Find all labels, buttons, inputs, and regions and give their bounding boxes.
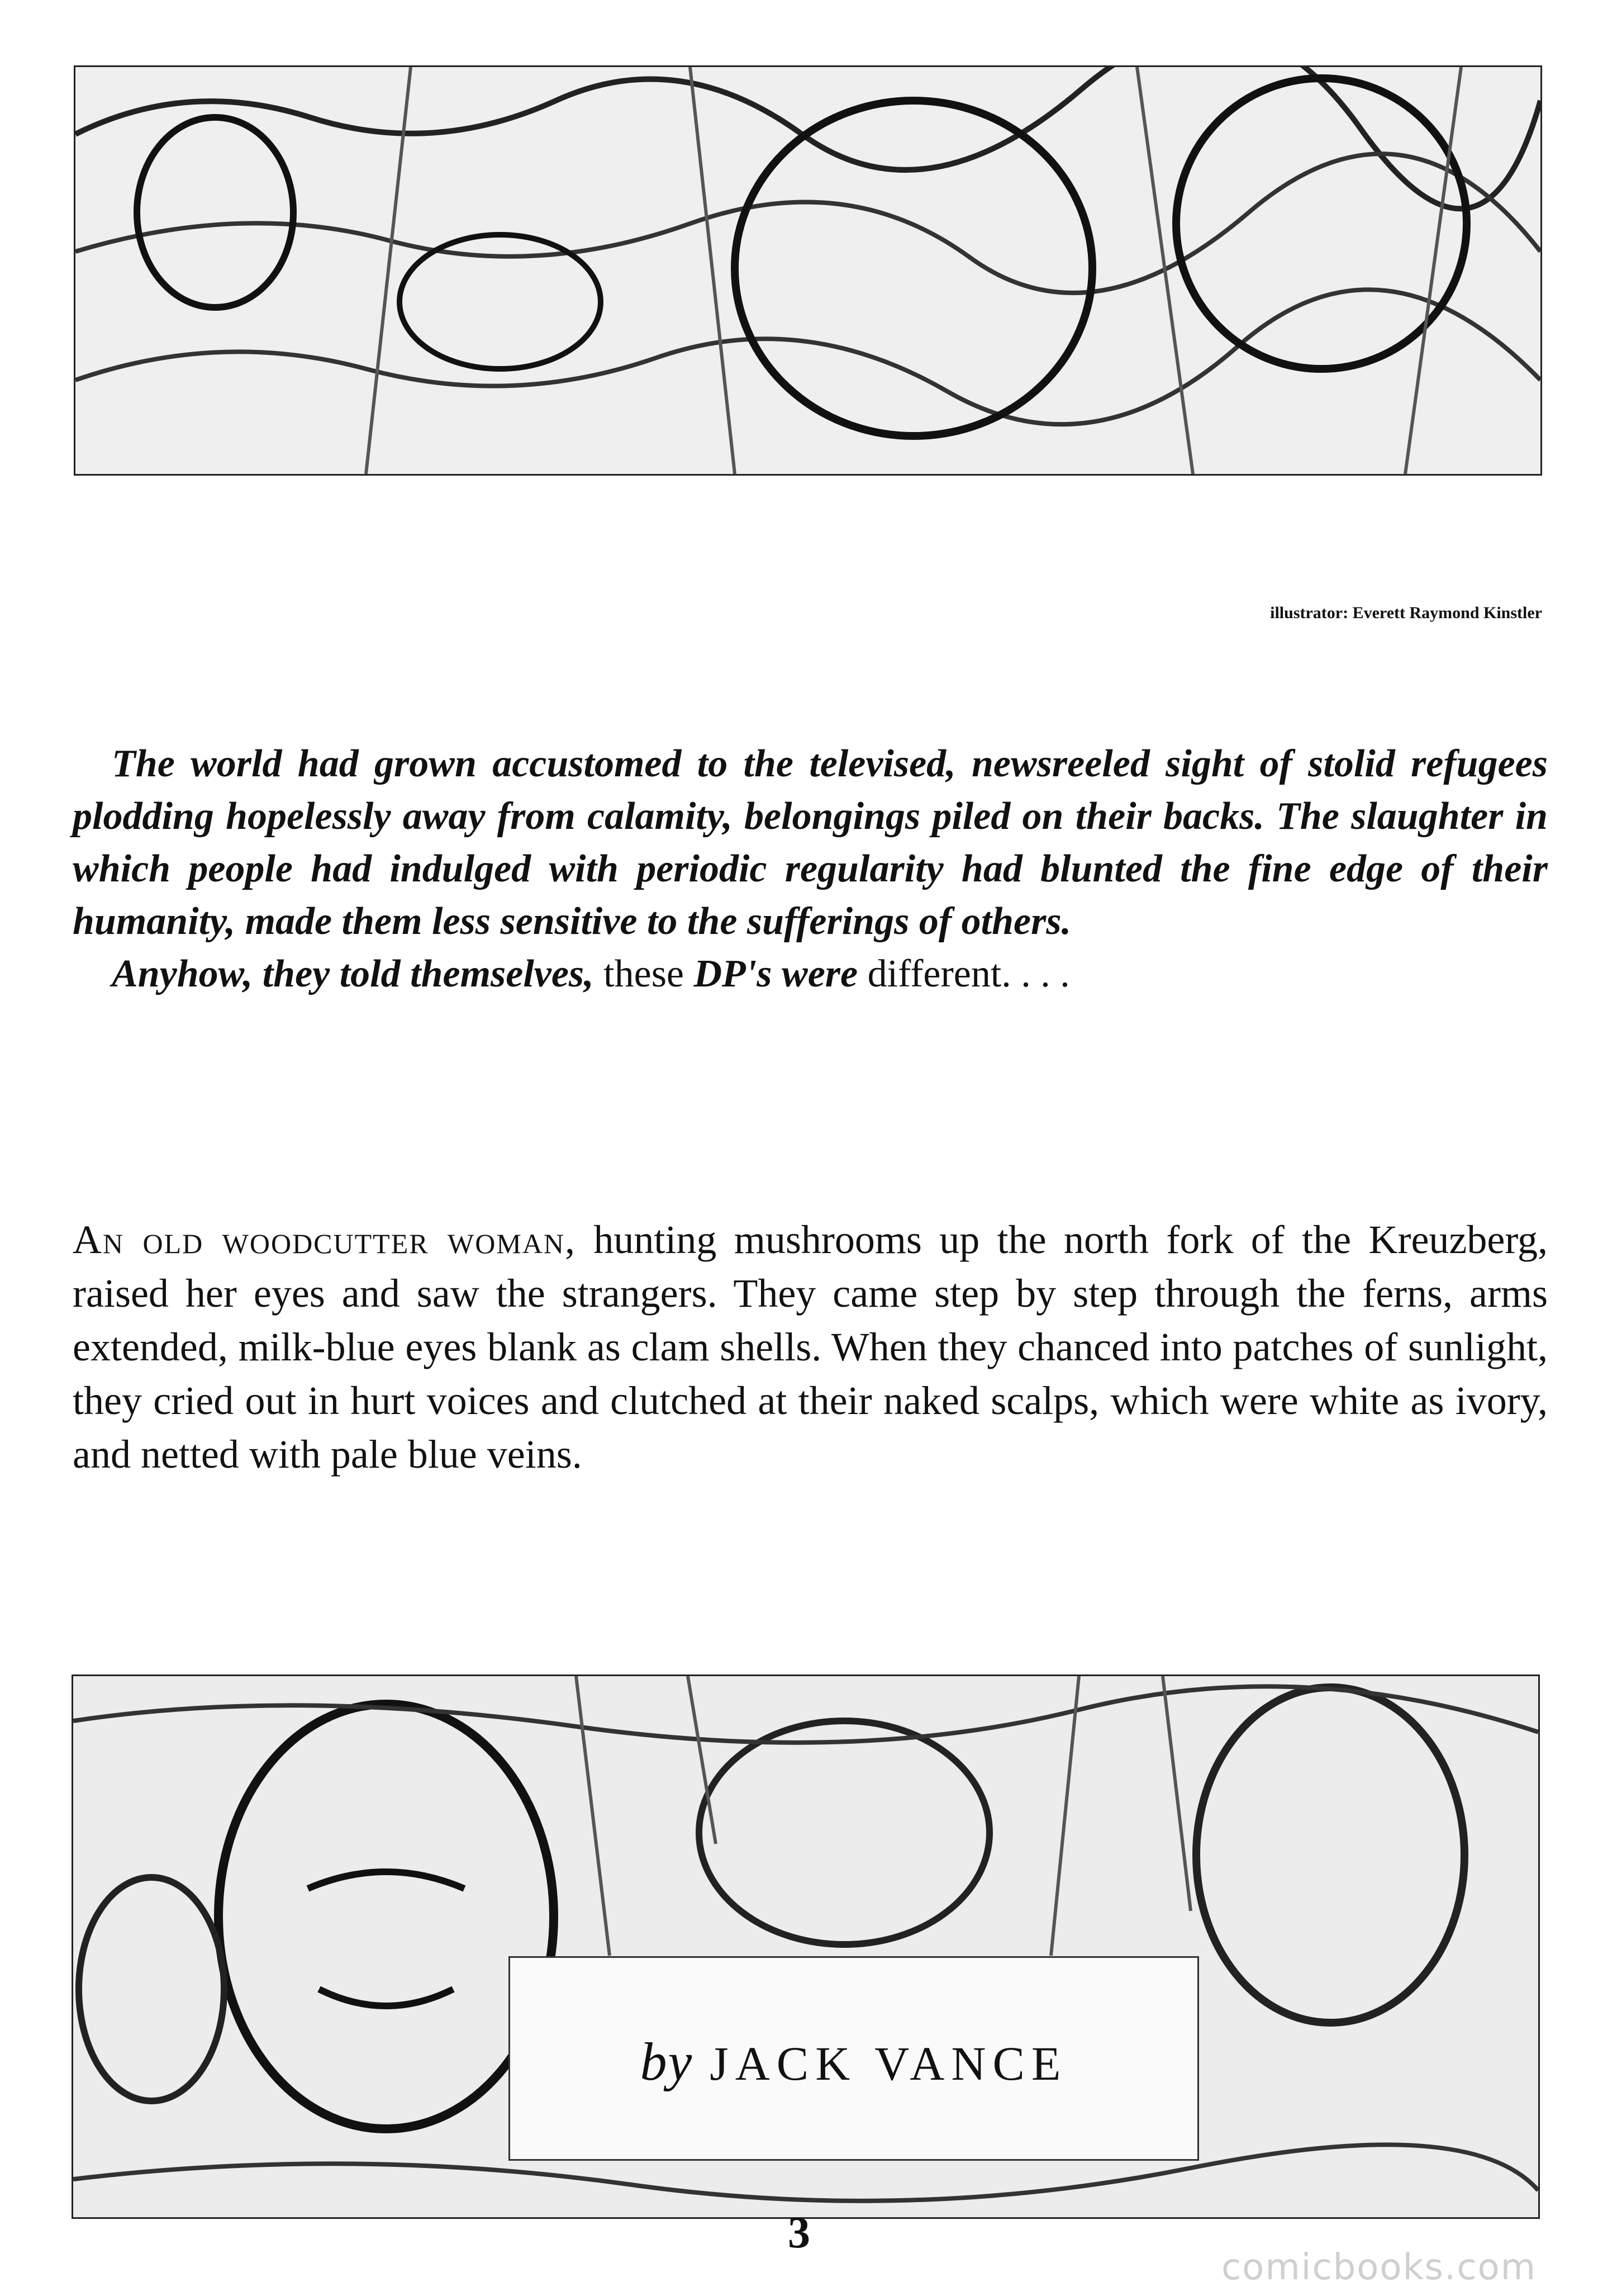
top-illustration: [74, 65, 1542, 476]
illustrator-credit: illustrator: Everett Raymond Kinstler: [1270, 604, 1542, 622]
watermark: comicbooks.com: [1221, 2247, 1537, 2288]
intro-paragraph: The world had grown accustomed to the televised, newsreeled sight of stolid refugees plodding hopelessly away from calamity, belongings piled on their backs. The slaughter in which people had indulged with periodic regularity had blunted the fine edge of their humanity, made them less sensitive to the sufferings of others.: [73, 742, 1548, 943]
refugees-sketch-top: [75, 67, 1540, 474]
intro-blurb: [73, 738, 1548, 1000]
intro-closing-italic-2: DP's were: [693, 952, 858, 995]
byline-by: by: [640, 2032, 693, 2091]
intro-closing-italic-1: Anyhow, they told themselves,: [112, 952, 594, 995]
story-opening-smallcaps: An old woodcutter woman,: [73, 1217, 576, 1262]
intro-closing-roman-2: different. . . .: [867, 952, 1070, 995]
story-body: hunting mushrooms up the north fork of the Kreuzberg, raised her eyes and saw the strangers. They came step by step through the ferns, arms extended, milk-blue eyes blank as clam shells. When they chanced into patches of sunlight, they cried out in hurt voices and clutched at their naked scalps, which were white as ivory, and netted with pale blue veins.: [73, 1217, 1548, 1477]
byline-card: [508, 1956, 1199, 2161]
byline-author: JACK VANCE: [710, 2037, 1068, 2090]
intro-closing-line: [73, 948, 1548, 1000]
story-opening: [73, 1213, 1548, 1481]
story-paragraph: [73, 1213, 1548, 1481]
page-number: 3: [788, 2208, 810, 2257]
intro-closing-roman-1: these: [603, 952, 684, 995]
byline: [510, 2031, 1197, 2093]
